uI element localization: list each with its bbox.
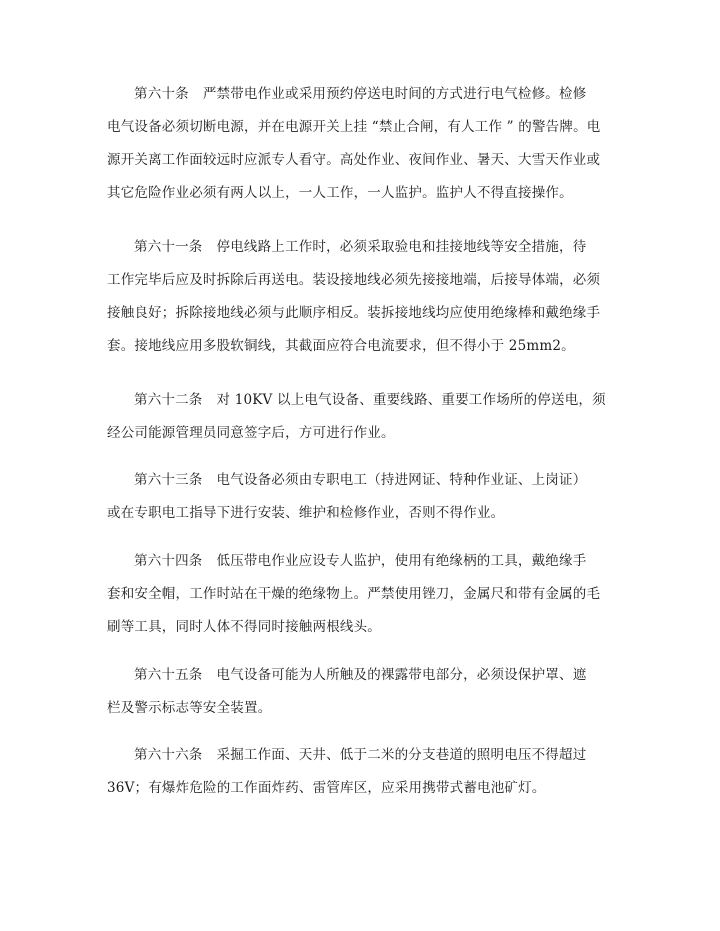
article-text: 电气设备必须由专职电工（持进网证、特种作业证、上岗证） xyxy=(216,472,587,488)
paragraph-line xyxy=(107,741,627,769)
paragraph-line xyxy=(107,80,627,108)
paragraph-line: 刷等工具，同时人体不得同时接触两根线头。 xyxy=(107,619,381,635)
article-number: 第六十三条 xyxy=(134,472,203,488)
paragraph-line: 套和安全帽，工作时站在干燥的绝缘物上。严禁使用锉刀，金属尺和带有金属的毛 xyxy=(107,586,601,602)
paragraph-line: 套。接地线应用多股软铜线，其截面应符合电流要求，但不得小于 25mm2。 xyxy=(107,338,575,354)
paragraph-line xyxy=(107,661,627,689)
paragraph-line: 36V；有爆炸危险的工作面炸药、雷管库区，应采用携带式蓄电池矿灯。 xyxy=(107,780,546,796)
article-64 xyxy=(107,547,627,641)
paragraph-line: 经公司能源管理员同意签字后，方可进行作业。 xyxy=(107,425,395,441)
paragraph-line: 接触良好；拆除接地线必须与此顺序相反。装拆接地线均应使用绝缘棒和戴绝缘手 xyxy=(107,305,601,321)
article-number: 第六十一条 xyxy=(134,239,203,255)
article-number: 第六十条 xyxy=(134,86,189,102)
article-text: 严禁带电作业或采用预约停送电时间的方式进行电气检修。检修 xyxy=(202,86,587,102)
article-63 xyxy=(107,466,627,527)
paragraph-line: 源开关离工作面较远时应派专人看守。高处作业、夜间作业、暑天、大雪天作业或 xyxy=(107,152,601,168)
paragraph-line xyxy=(107,386,627,414)
paragraph-line: 或在专职电工指导下进行安装、维护和检修作业，否则不得作业。 xyxy=(107,505,505,521)
paragraph-line: 工作完毕后应及时拆除后再送电。装设接地线必须先接接地端，后接导体端，必须 xyxy=(107,272,601,288)
article-number: 第六十六条 xyxy=(134,747,203,763)
article-text: 采掘工作面、天井、低于二米的分支巷道的照明电压不得超过 xyxy=(216,747,587,763)
article-60 xyxy=(107,80,627,207)
article-66 xyxy=(107,741,627,802)
article-text: 停电线路上工作时，必须采取验电和挂接地线等安全措施，待 xyxy=(216,239,587,255)
article-number: 第六十二条 xyxy=(134,392,203,408)
article-number: 第六十五条 xyxy=(134,667,203,683)
paragraph-line xyxy=(107,466,627,494)
article-65 xyxy=(107,661,627,722)
paragraph-line: 其它危险作业必须有两人以上，一人工作，一人监护。监护人不得直接操作。 xyxy=(107,185,573,201)
paragraph-line: 栏及警示标志等安全装置。 xyxy=(107,700,272,716)
paragraph-line xyxy=(107,233,627,261)
paragraph-line xyxy=(107,547,627,575)
article-61 xyxy=(107,233,627,360)
article-number: 第六十四条 xyxy=(134,553,203,569)
paragraph-line: 电气设备必须切断电源，并在电源开关上挂 “禁止合闸，有人工作 ” 的警告牌。电 xyxy=(107,119,601,135)
article-text: 低压带电作业应设专人监护，使用有绝缘柄的工具，戴绝缘手 xyxy=(216,553,587,569)
article-text: 电气设备可能为人所触及的裸露带电部分，必须设保护罩、遮 xyxy=(216,667,587,683)
article-62 xyxy=(107,386,627,447)
article-text: 对 10KV 以上电气设备、重要线路、重要工作场所的停送电，须 xyxy=(216,392,606,408)
